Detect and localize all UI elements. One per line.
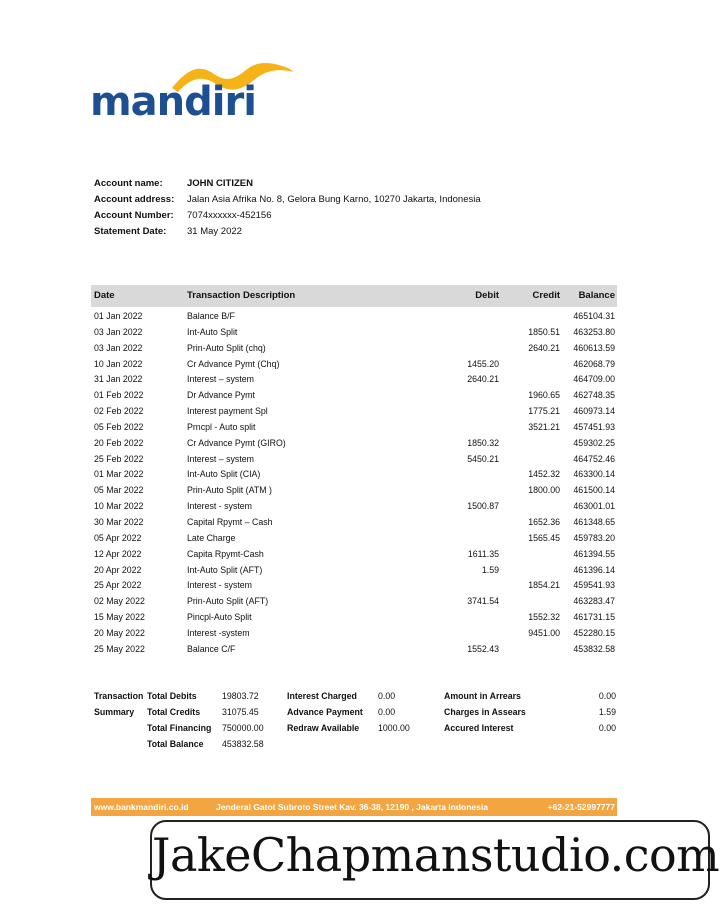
interest-charged-label: Interest Charged (287, 691, 357, 701)
table-row (91, 452, 617, 468)
row-balance: 461731.15 (573, 612, 615, 623)
header-credit: Credit (532, 290, 560, 301)
row-description: Late Charge (187, 532, 236, 543)
table-row (91, 578, 617, 594)
row-date: 20 May 2022 (94, 627, 145, 638)
transactions-table (91, 285, 617, 658)
row-balance: 463253.80 (573, 326, 615, 337)
row-description: Prncpl - Auto split (187, 421, 256, 432)
row-date: 02 Feb 2022 (94, 406, 144, 417)
total-financing-label: Total Financing (147, 723, 212, 733)
row-description: Interest - system (187, 501, 253, 512)
account-address-label: Account address: (94, 194, 175, 205)
row-description: Int-Auto Split (187, 326, 238, 337)
charges-arrears-label: Charges in Assears (444, 707, 526, 717)
row-date: 25 Feb 2022 (94, 453, 144, 464)
row-debit: 1455.20 (467, 358, 499, 369)
redraw-available-label: Redraw Available (287, 723, 360, 733)
row-description: Interest -system (187, 627, 250, 638)
watermark-text: JakeChapmanstudio.com (152, 828, 720, 882)
row-date: 31 Jan 2022 (94, 374, 143, 385)
advance-payment-label: Advance Payment (287, 707, 363, 717)
row-description: Prin-Auto Split (chq) (187, 342, 266, 353)
row-credit: 1800.00 (528, 485, 560, 496)
row-credit: 2640.21 (528, 342, 560, 353)
row-balance: 453832.58 (573, 643, 615, 654)
row-balance: 460973.14 (573, 406, 615, 417)
total-financing-value: 750000.00 (222, 723, 264, 733)
header-balance: Balance (578, 290, 615, 301)
table-row (91, 483, 617, 499)
table-row (91, 531, 617, 547)
table-row (91, 467, 617, 483)
account-number: 7074xxxxxx-452156 (187, 210, 272, 221)
table-row (91, 341, 617, 357)
total-balance-label: Total Balance (147, 739, 204, 749)
table-row (91, 626, 617, 642)
amount-arrears-value: 0.00 (598, 691, 616, 701)
table-row (91, 372, 617, 388)
row-credit: 3521.21 (528, 421, 560, 432)
summary-title-1: Transaction (94, 691, 144, 701)
row-balance: 461348.65 (573, 516, 615, 527)
table-row (91, 436, 617, 452)
row-date: 01 Feb 2022 (94, 390, 144, 401)
row-debit: 1.59 (481, 564, 499, 575)
statement-date-label: Statement Date: (94, 226, 167, 237)
footer-address: Jenderal Gatot Subroto Street Kav. 36-38, 12190 , Jakarta Indonesia (216, 802, 488, 812)
row-description: Cr Advance Pymt (Chq) (187, 358, 280, 369)
row-credit: 1850.51 (528, 326, 560, 337)
row-debit: 1500.87 (467, 501, 499, 512)
row-debit: 2640.21 (467, 374, 499, 385)
row-description: Prin-Auto Split (AFT) (187, 596, 269, 607)
row-balance: 459541.93 (573, 580, 615, 591)
total-debits-value: 19803.72 (222, 691, 259, 701)
account-name-label: Account name: (94, 178, 163, 189)
row-description: Balance B/F (187, 311, 235, 321)
row-debit: 1611.35 (467, 548, 499, 559)
row-debit: 1552.43 (467, 643, 499, 654)
row-balance: 464752.46 (573, 453, 615, 464)
row-description: Int-Auto Split (AFT) (187, 564, 263, 575)
row-balance: 463283.47 (573, 596, 615, 607)
row-credit: 1552.32 (528, 612, 560, 623)
row-description: Interest – system (187, 453, 254, 464)
row-balance: 459783.20 (573, 532, 615, 543)
row-description: Pincpl-Auto Split (187, 612, 252, 623)
table-row (91, 547, 617, 563)
row-date: 03 Jan 2022 (94, 326, 143, 337)
table-row (91, 563, 617, 579)
header-description: Transaction Description (187, 290, 296, 301)
mandiri-logo (90, 58, 300, 128)
row-credit: 1565.45 (528, 532, 560, 543)
redraw-available-value: 1000.00 (378, 723, 410, 733)
table-row (91, 388, 617, 404)
row-date: 05 Apr 2022 (94, 532, 142, 543)
table-row (91, 594, 617, 610)
row-date: 02 May 2022 (94, 596, 145, 607)
row-date: 10 Mar 2022 (94, 501, 144, 512)
logo-wordmark: mandiri (90, 79, 256, 125)
summary-title-2: Summary (94, 707, 135, 717)
row-balance: 452280.15 (573, 627, 615, 638)
row-balance: 457451.93 (573, 421, 615, 432)
statement-date: 31 May 2022 (187, 226, 242, 237)
row-date: 15 May 2022 (94, 612, 145, 623)
row-balance: 463300.14 (573, 469, 615, 480)
row-date: 01 Jan 2022 (94, 311, 143, 321)
header-debit: Debit (475, 290, 499, 301)
table-body (91, 307, 617, 658)
accrued-interest-label: Accured Interest (444, 723, 514, 733)
row-balance: 462748.35 (573, 390, 615, 401)
row-description: Cr Advance Pymt (GIRO) (187, 437, 286, 448)
row-description: Interest – system (187, 374, 254, 385)
row-credit: 1960.65 (528, 390, 560, 401)
table-row (91, 420, 617, 436)
row-date: 01 Mar 2022 (94, 469, 144, 480)
row-credit: 9451.00 (528, 627, 560, 638)
total-balance-value: 453832.58 (222, 739, 264, 749)
row-date: 05 Mar 2022 (94, 485, 144, 496)
row-date: 12 Apr 2022 (94, 548, 142, 559)
row-balance: 461500.14 (573, 485, 615, 496)
row-balance: 465104.31 (573, 311, 615, 321)
row-balance: 459302.25 (573, 437, 615, 448)
row-credit: 1452.32 (528, 469, 560, 480)
row-description: Interest payment Spl (187, 406, 268, 417)
row-credit: 1652.36 (528, 516, 560, 527)
footer-website[interactable]: www.bankmandiri.co.id (94, 802, 189, 812)
row-debit: 1850.32 (467, 437, 499, 448)
table-row (91, 404, 617, 420)
row-date: 25 May 2022 (94, 643, 145, 654)
row-date: 03 Jan 2022 (94, 342, 143, 353)
header-date: Date (94, 290, 115, 301)
row-balance: 463001.01 (573, 501, 615, 512)
row-balance: 464709.00 (573, 374, 615, 385)
row-date: 30 Mar 2022 (94, 516, 144, 527)
table-row (91, 325, 617, 341)
watermark-banner (150, 820, 720, 900)
interest-charged-value: 0.00 (378, 691, 396, 701)
footer-bar (91, 798, 617, 816)
row-description: Prin-Auto Split (ATM ) (187, 485, 272, 496)
account-number-label: Account Number: (94, 210, 174, 221)
total-credits-label: Total Credits (147, 707, 201, 717)
total-credits-value: 31075.45 (222, 707, 259, 717)
transaction-summary (94, 688, 616, 752)
table-header (91, 285, 617, 307)
row-balance: 460613.59 (573, 342, 615, 353)
advance-payment-value: 0.00 (378, 707, 396, 717)
row-description: Interest - system (187, 580, 253, 591)
row-balance: 461396.14 (573, 564, 615, 575)
row-credit: 1854.21 (528, 580, 560, 591)
charges-arrears-value: 1.59 (598, 707, 616, 717)
row-date: 20 Apr 2022 (94, 564, 142, 575)
row-date: 25 Apr 2022 (94, 580, 142, 591)
row-date: 20 Feb 2022 (94, 437, 144, 448)
table-row (91, 610, 617, 626)
row-description: Balance C/F (187, 643, 236, 654)
footer-phone: +62-21-52997777 (547, 802, 615, 812)
row-description: Int-Auto Split (CIA) (187, 469, 261, 480)
table-row (91, 309, 617, 325)
table-row (91, 499, 617, 515)
table-row (91, 515, 617, 531)
row-date: 05 Feb 2022 (94, 421, 144, 432)
accrued-interest-value: 0.00 (598, 723, 616, 733)
row-description: Dr Advance Pymt (187, 390, 255, 401)
row-balance: 461394.55 (573, 548, 615, 559)
table-row (91, 357, 617, 373)
row-debit: 5450.21 (467, 453, 499, 464)
row-debit: 3741.54 (467, 596, 499, 607)
table-row (91, 642, 617, 658)
account-address: Jalan Asia Afrika No. 8, Gelora Bung Karno, 10270 Jakarta, Indonesia (187, 194, 481, 205)
row-description: Capital Rpymt – Cash (187, 516, 273, 527)
account-name: JOHN CITIZEN (187, 178, 253, 189)
row-credit: 1775.21 (528, 406, 560, 417)
total-debits-label: Total Debits (147, 691, 197, 701)
row-date: 10 Jan 2022 (94, 358, 143, 369)
row-balance: 462068.79 (573, 358, 615, 369)
row-description: Capita Rpymt-Cash (187, 548, 264, 559)
amount-arrears-label: Amount in Arrears (444, 691, 521, 701)
